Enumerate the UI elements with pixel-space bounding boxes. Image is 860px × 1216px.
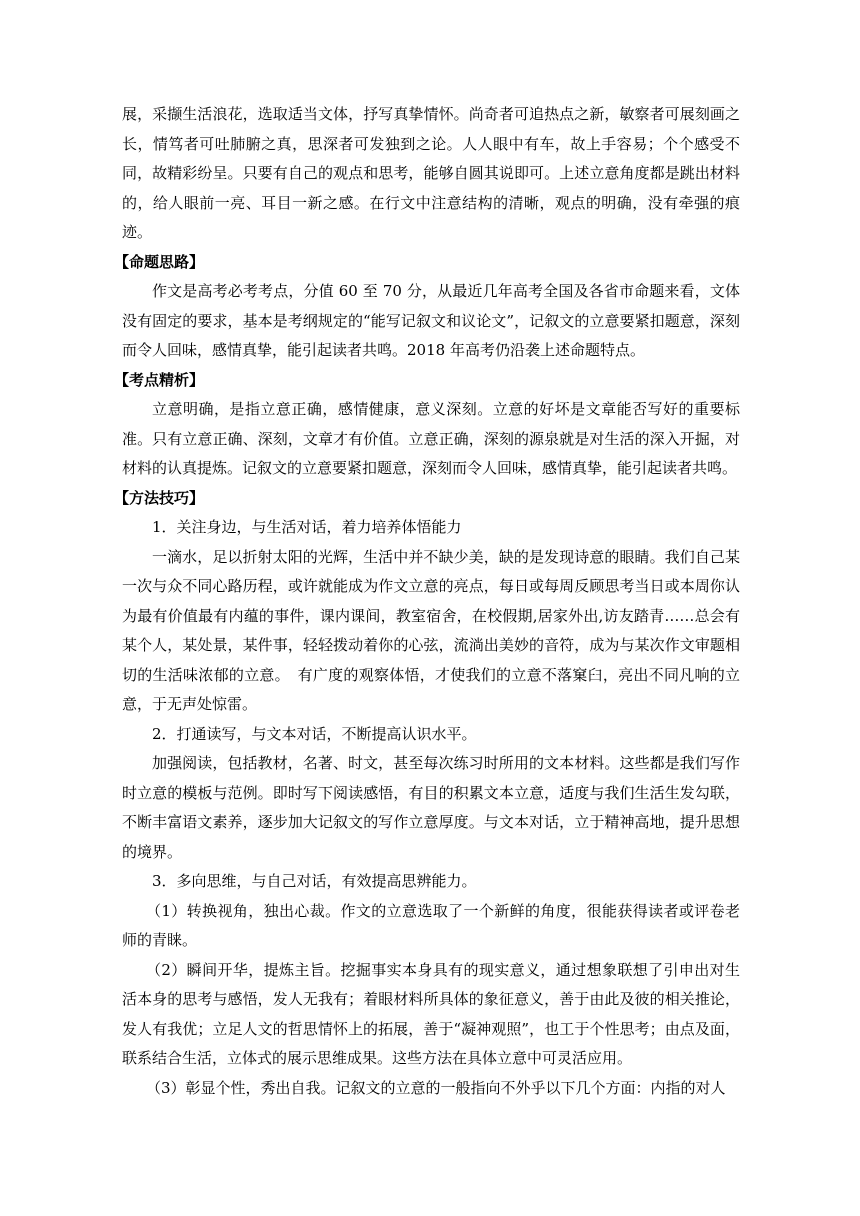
section-heading-fangfa: 【方法技巧】	[114, 488, 205, 507]
method-sub-3: （3）彰显个性，秀出自我。记叙文的立意的一般指向不外乎以下几个方面：内指的对人	[146, 1078, 726, 1097]
section-body-mingti: 作文是高考必考考点，分值 60 至 70 分，从最近几年高考全国及各省市命题来看，文体没有固定的要求，基本是考纲规定的“能写记叙文和议论文”，记叙文的立意要紧扣题意，深刻而令人回味，感情真挚，能引起读者共鸣。2018 年高考仍沿袭上述命题特点。	[122, 282, 740, 359]
method-item-1-title: 1．关注身边，与生活对话，着力培养体悟能力	[152, 518, 462, 536]
section-body-kaodian: 立意明确，是指立意正确，感情健康，意义深刻。立意的好坏是文章能否写好的重要标准。只有立意正确、深刻，文章才有价值。立意正确，深刻的源泉就是对生活的深入开掘，对材料的认真提炼。记叙文的立意要紧扣题意，深刻而令人回味，感情真挚，能引起读者共鸣。	[122, 400, 740, 477]
method-item-2-body: 加强阅读，包括教材，名著、时文，甚至每次练习时所用的文本材料。这些都是我们写作时立意的模板与范例。即时写下阅读感悟，有目的积累文本立意，适度与我们生活生发勾联，不断丰富语文素养，逐步加大记叙文的写作立意厚度。与文本对话，立于精神高地，提升思想的境界。	[122, 754, 740, 861]
section-heading-kaodian: 【考点精析】	[114, 370, 205, 389]
document-page	[114, 100, 740, 1103]
section-heading-mingti: 【命题思路】	[114, 252, 205, 271]
method-item-3-title: 3．多向思维，与自己对话，有效提高思辨能力。	[152, 872, 477, 890]
method-item-1-body: 一滴水，足以折射太阳的光辉，生活中并不缺少美，缺的是发现诗意的眼睛。我们自己某一次与众不同心路历程，或许就能成为作文立意的亮点，每日或每周反顾思考当日或本周你认为最有价值最有内蕴的事件，课内课间，教室宿舍，在校假期,居家外出,访友踏青……总会有某个人，某处景，某件事，轻轻拨动着你的心弦，流淌出美妙的音符，成为与某次作文审题相切的生活味浓郁的立意。 有广度的观察体悟，才使我们的立意不落窠臼，亮出不同凡响的立意，于无声处惊雷。	[122, 547, 740, 713]
intro-paragraph: 展，采撷生活浪花，选取适当文体，抒写真挚情怀。尚奇者可追热点之新，敏察者可展刻画之长，情笃者可吐肺腑之真，思深者可发独到之论。人人眼中有车，故上手容易；个个感受不同，故精彩纷呈。只要有自己的观点和思考，能够自圆其说即可。上述立意角度都是跳出材料的，给人眼前一亮、耳目一新之感。在行文中注意结构的清晰，观点的明确，没有牵强的痕迹。	[122, 105, 740, 241]
method-sub-1: （1）转换视角，独出心裁。作文的立意选取了一个新鲜的角度，很能获得读者或评卷老师的青睐。	[122, 901, 740, 949]
method-sub-2: （2）瞬间开华，提炼主旨。挖掘事实本身具有的现实意义，通过想象联想了引申出对生活本身的思考与感悟，发人无我有；着眼材料所具体的象征意义，善于由此及彼的相关推论，发人有我优；立足人文的哲思情怀上的拓展，善于“凝神观照”，也工于个性思考；由点及面，联系结合生活，立体式的展示思维成果。这些方法在具体立意中可灵活应用。	[122, 960, 740, 1067]
method-item-2-title: 2．打通读写，与文本对话，不断提高认识水平。	[152, 724, 477, 743]
